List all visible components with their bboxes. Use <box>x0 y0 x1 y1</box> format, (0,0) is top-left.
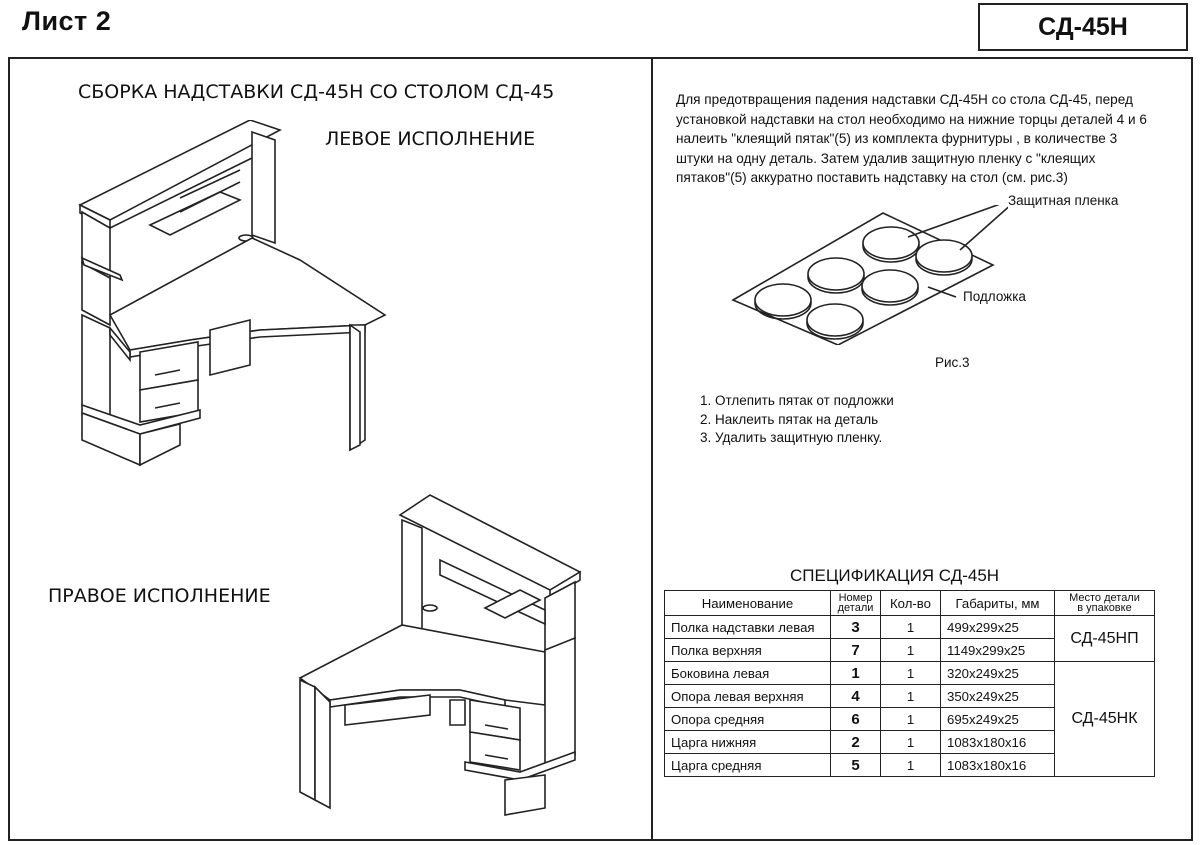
part-name: Боковина левая <box>665 662 831 685</box>
part-name: Полка надставки левая <box>665 616 831 639</box>
figure-caption: Рис.3 <box>935 355 970 370</box>
table-header-row <box>665 591 1155 616</box>
col-part-header <box>831 591 881 616</box>
part-number: 7 <box>831 639 881 662</box>
part-name: Царга нижняя <box>665 731 831 754</box>
left-variant-label: ЛЕВОЕ ИСПОЛНЕНИЕ <box>325 128 536 150</box>
part-number: 5 <box>831 754 881 777</box>
step-item: 1. Отлепить пятак от подложки <box>700 393 894 408</box>
part-dims: 320x249x25 <box>941 662 1055 685</box>
part-name: Царга средняя <box>665 754 831 777</box>
col-place-header-line1: Место детали <box>1069 592 1140 604</box>
steps-list <box>700 392 894 448</box>
col-name-header: Наименование <box>665 591 831 616</box>
backing-label: Подложка <box>963 289 1026 304</box>
part-qty: 1 <box>881 662 941 685</box>
step-item: 3. Удалить защитную пленку. <box>700 430 883 445</box>
protective-film-label: Защитная пленка <box>1008 193 1119 208</box>
part-name: Опора средняя <box>665 708 831 731</box>
col-place-header <box>1055 591 1155 616</box>
note-line: налеить "клеящий пятак"(5) из комплекта фурнитуры , в количестве 3 <box>676 131 1118 147</box>
part-name: Полка верхняя <box>665 639 831 662</box>
pack-group: СД-45НП <box>1055 616 1155 662</box>
note-line: штуки на одну деталь. Затем удалив защитную пленку с "клеящих <box>676 150 1096 166</box>
part-qty: 1 <box>881 616 941 639</box>
part-qty: 1 <box>881 754 941 777</box>
part-dims: 350x249x25 <box>941 685 1055 708</box>
pack-group: СД-45НК <box>1055 662 1155 777</box>
assembly-note <box>676 90 1156 188</box>
part-dims: 1083x180x16 <box>941 731 1055 754</box>
part-dims: 1149x299x25 <box>941 639 1055 662</box>
col-place-header-line2: в упаковке <box>1077 602 1132 614</box>
model-code-box <box>978 3 1188 51</box>
col-part-header-line1: Номер <box>838 592 873 604</box>
right-desk-illustration <box>290 490 590 820</box>
step-item: 2. Наклеить пятак на деталь <box>700 411 879 427</box>
spec-table <box>664 590 1155 777</box>
part-dims: 1083x180x16 <box>941 754 1055 777</box>
part-number: 1 <box>831 662 881 685</box>
part-number: 2 <box>831 731 881 754</box>
part-qty: 1 <box>881 731 941 754</box>
part-number: 3 <box>831 616 881 639</box>
col-part-header-line2: детали <box>837 602 874 614</box>
part-number: 4 <box>831 685 881 708</box>
part-dims: 499x299x25 <box>941 616 1055 639</box>
part-qty: 1 <box>881 708 941 731</box>
part-qty: 1 <box>881 685 941 708</box>
left-desk-illustration <box>70 120 400 480</box>
note-line: Для предотвращения падения надставки СД-45Н со стола СД-45, перед <box>676 92 1133 107</box>
adhesive-pads-figure <box>728 205 1008 345</box>
right-variant-label: ПРАВОЕ ИСПОЛНЕНИЕ <box>48 585 271 607</box>
part-qty: 1 <box>881 639 941 662</box>
part-number: 6 <box>831 708 881 731</box>
table-row <box>665 616 1155 639</box>
table-row <box>665 662 1155 685</box>
assembly-title: СБОРКА НАДСТАВКИ СД-45Н СО СТОЛОМ СД-45 <box>78 81 555 103</box>
model-code: СД-45Н <box>1038 12 1128 41</box>
part-name: Опора левая верхняя <box>665 685 831 708</box>
sheet-label: Лист 2 <box>22 6 112 36</box>
spec-title: СПЕЦИФИКАЦИЯ СД-45Н <box>790 566 1000 585</box>
col-dims-header: Габариты, мм <box>941 591 1055 616</box>
panel-divider <box>651 57 653 841</box>
note-line: пятаков"(5) аккуратно поставить надставку на стол (см. рис.3) <box>676 170 1068 186</box>
col-qty-header: Кол-во <box>881 591 941 616</box>
note-line: установкой надставки на стол необходимо на нижние торцы деталей 4 и 6 <box>676 111 1147 127</box>
part-dims: 695x249x25 <box>941 708 1055 731</box>
